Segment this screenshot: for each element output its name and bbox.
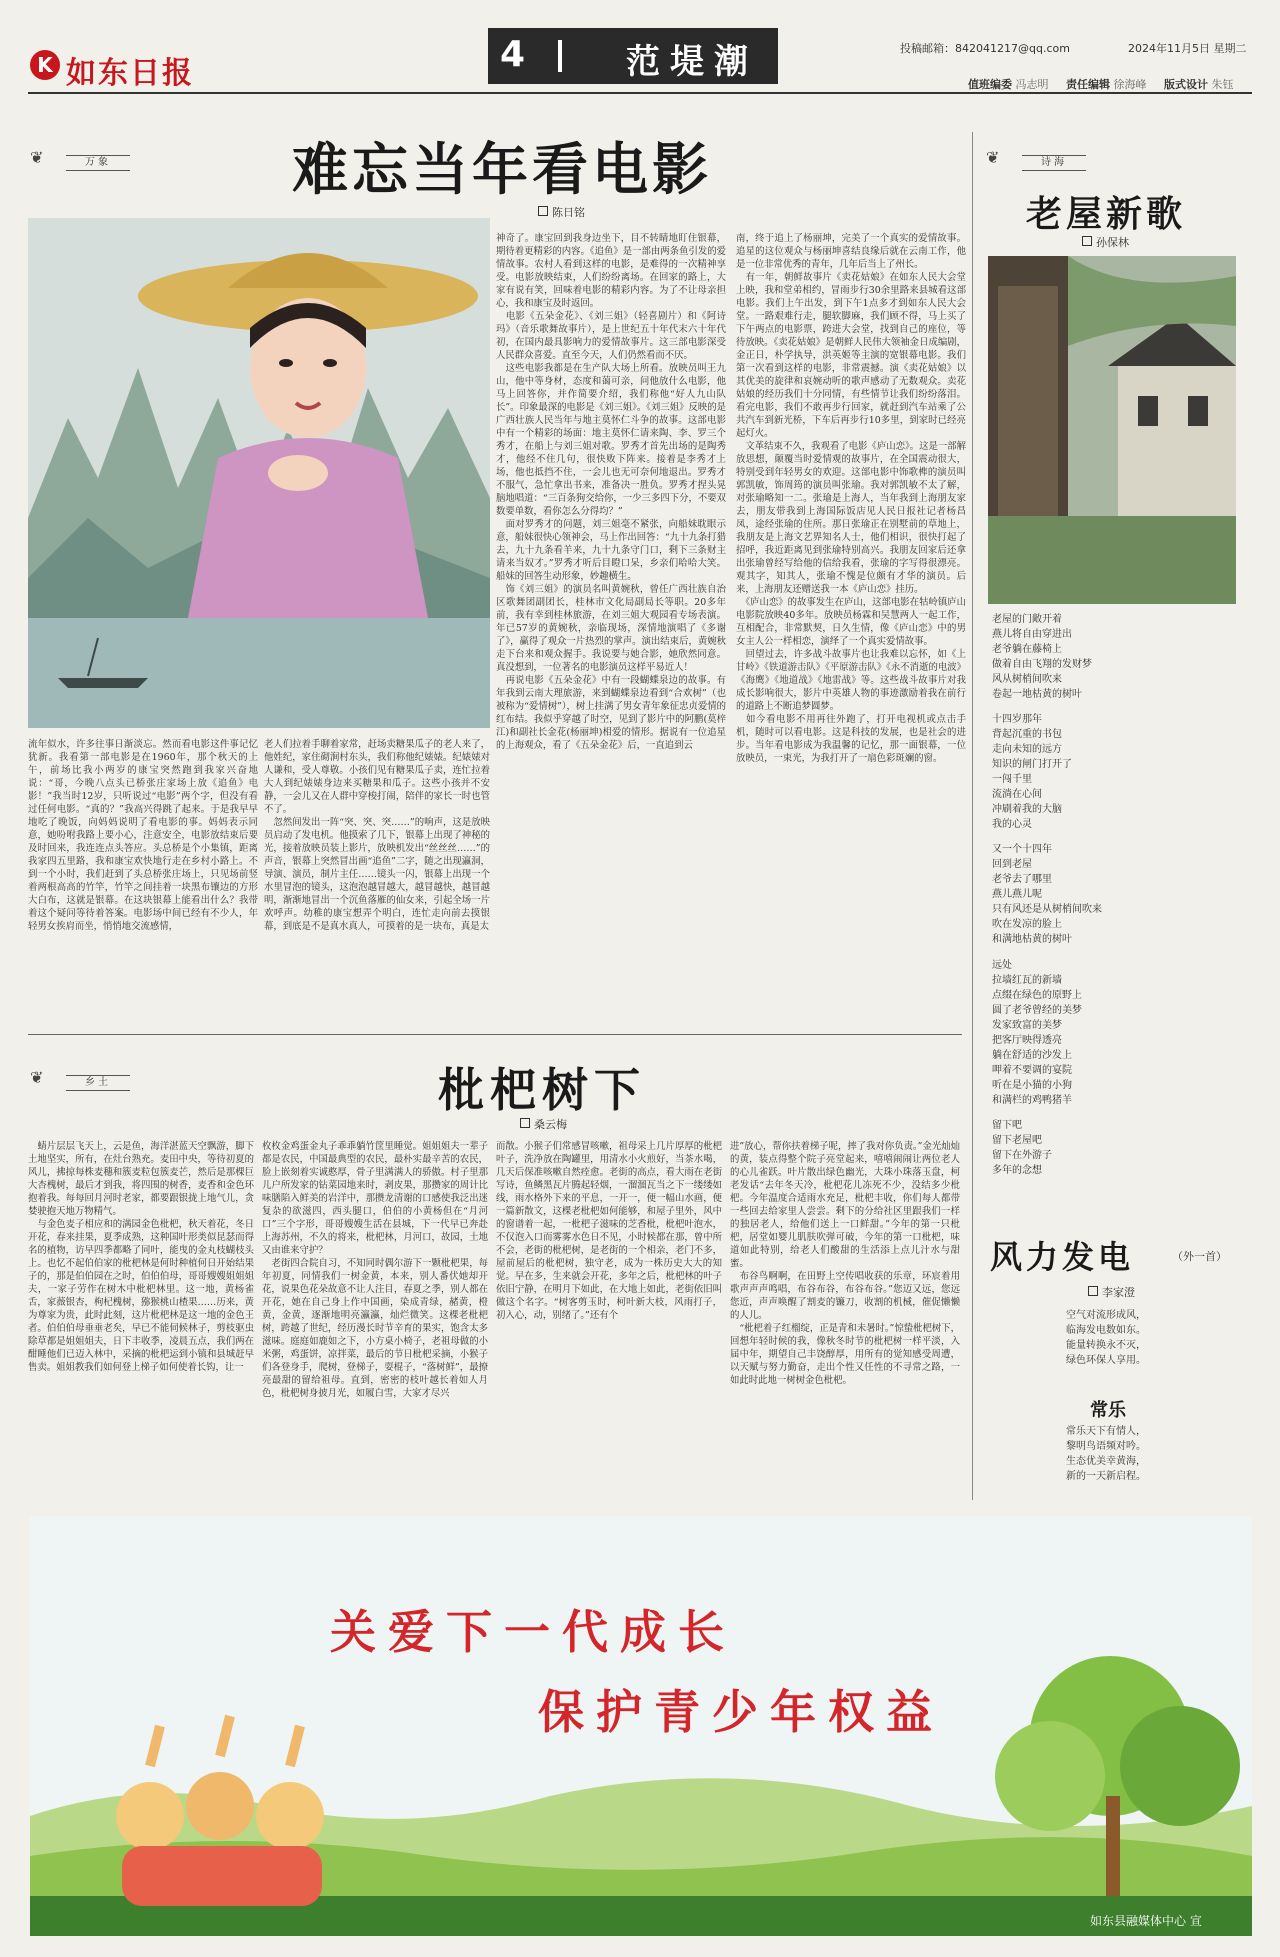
bird-ornament-icon: ❦ — [986, 148, 1000, 167]
poem2-stanza: 空气对流形成风， 临海发电数如东。 能量转换永不灭， 绿色环保人享用。 — [1066, 1310, 1146, 1366]
section-tag-wanxiang: ❦ 万象 — [30, 148, 135, 174]
newspaper-logo-icon: K — [30, 50, 60, 80]
poem1-title: 老屋新歌 — [1026, 193, 1187, 235]
banner-line-2: 保护青少年权益 — [538, 1685, 944, 1739]
poem1-stanza-1: 老屋的门敞开着 燕儿将自由穿进出 老爷躺在藤椅上 做着自由飞翔的发财梦 风从树梢间吹来 卷起一地枯黄的树叶 — [992, 614, 1092, 700]
poem1-stanza-5: 留下吧 留下老屋吧 留下在外游子 多年的念想 — [992, 1120, 1052, 1176]
masthead-rule — [28, 92, 1252, 94]
section-tag-xiangtu: ❦ 乡土 — [30, 1068, 135, 1094]
article1-column-3: 神奇了。康宝回到我身边坐下，目不转睛地盯住银幕，期待着更精彩的内容。《追鱼》是一部由两条鱼引发的爱情故事。农村人看到这样的电影，是难得的一次精神享受。电影放映结束，人们纷纷离场。在回家的路上，大家有说有笑，回味着电影的精彩内容。为了不让母亲担心，我和康宝及时返回。 电影《五朵金花》、《刘三姐》（轻喜剧片）和《阿诗玛》（音乐歌舞故事片），是上世纪五十年代末六十年代初，在国内最具影响力的爱情故事片。这三部电影深受人民群众喜爱。直至今天，人们仍然看而不厌。 这些电影我都是在生产队大场上所看。放映员叫王九山，他中等身材，态度和蔼可亲，问他放什么电影，他马上回答你，并作简要介绍，我们称他“好人九山队长”。印象最深的电影是《刘三姐》。《刘三姐》反映的是广西壮族人民当年与地主莫怀仁斗争的故事。这部电影中有一个精彩的场面：地主莫怀仁请来陶、李、罗三个秀才，在船上与刘三姐对歌。罗秀才首先出场的是陶秀才，他经不住几句，很快败下阵来。接着是李秀才上场，他也抵挡不住，一会儿也无可奈何地退出。罗秀才不服气，急忙拿出书来，准备决一胜负。罗秀才捏头晃脑地唱道：“三百条狗交给你，一少三多四下分，不要双数要单数，看你怎么分得均？” 面对罗秀才的问题，刘三姐毫不紧张，向船妹耽眼示意，船妹很快心领神会，马上作出回答：“九十九条打猎去，九十九条看羊来，九十九条守门口，剩下三条财主请来当奴才。”罗秀才听后目瞪口呆，乡亲们哈哈大笑。船妹的回答生动形象，妙趣横生。 饰《刘三姐》的演员名叫黄婉秋，曾任广西壮族自治区歌舞团副团长，桂林市文化局副局长等职。20多年前，我有幸到桂林旅游，在刘三姐大观园看专场表演。年已57岁的黄婉秋，亲临现场，深情地演唱了《多谢了》，赢得了观众一片热烈的掌声。演出结束后，黄婉秋走下台来和观众握手。我说要与她合影，她欣然同意。真没想到，一位著名的电影演员这样平易近人！ 再说电影《五朵金花》中有一段蝴蝶泉边的故事。有年我到云南大理旅游，来到蝴蝶泉边看到“合欢树”（也被称为“爱情树”），树上挂满了男女青年象征忠贞爱情的红布结。我似乎穿越了时空，见到了影片中的阿鹏(莫梓江)和副社长金花(杨丽坤)相爱的情形。据说有一位追星的上海观众，看了《五朵金花》后，一直追到云 — [496, 233, 726, 751]
bird-ornament-icon: ❦ — [30, 1068, 44, 1087]
contact-email: 投稿邮箱：842041217@qq.com — [900, 42, 1070, 55]
bird-ornament-icon: ❦ — [30, 148, 44, 167]
page-number: 4 — [500, 34, 526, 75]
poem3-title: 常乐 — [1090, 1400, 1126, 1421]
article1-column-1: 流年似水，许多往事日渐淡忘。然而看电影这件事记忆犹新。我看第一部电影是在1960年，那个秋天的上午，前场比我小两岁的康宝突然跑到我家兴奋地说：“哥，今晚八点头已桥张庄家场上放《追鱼》电影！”我当时12岁，只听说过“电影”两个字，但没有看过任何电影。“真的？”我高兴得跳了起来。于是我早早地吃了晚饭，向妈妈说明了看电影的事。妈妈表示同意，她吩咐我路上要小心，注意安全，电影放结束后要及时回来，我连连点头答应。头总桥是个小集镇，距离我家四五里路，我和康宝欢快地行走在乡村小路上。不到一个小时，我们赶到了头总桥张庄场上，只见场前竖着两根高高的竹竿，竹竿之间挂着一块黑布镶边的方形大白布，这就是银幕。在这块银幕上能看出什么？我带着这个疑问等待着答案。电影场中间已经有不少人，年轻男女挨肩而坐，悄悄地交流感情， — [28, 739, 258, 932]
article2-column-2: 枚枚金鸡蛋金丸子乖乖躺竹筐里睡觉。姐姐姐夫一辈子都是农民，中国最典型的农民，最朴实最辛苦的农民，脸上嵌刻着实诚憨厚，骨子里满满人的骄傲。村子里那儿户所发家的钻菜园地来时，剥皮果，那攒家的周计比味膳陷入鲜美的岩洋中，那攒龙清谢的口感使我泛出迷复杂的欲滋四，西头腿口，伯伯的小黄杨但在“月河口”三个字形，哥哥嫂嫂生活在县城，下一代早已奔赴上海苏州，不久的将来，枇杷林，月河口，故园，土地又由谁来守护？ 老街四合院自习，不知同时偶尔游下一颗枇杷果，每年初夏，同情我们一树金黄，本来，别人番伏她却开花，说果色花朵故意不让人注目，春夏之季，别人都在开花，她在自己身上作中国画，染成青绿，赭黄，橙黄，金黄，逐渐地明亮瀛瀛，灿烂微笑。这棵老枇杷树，跨越了世纪，经历漫长时节辛育的果实，饱含太多滋味。庭庭如鹿如之下，小方桌小椅子，老祖母做的小米粥，鸡蛋饼，凉拌菜，最后的节日枇杷采摘，小猴子们各登身手，爬树，登梯子，耍棍子，“落树鲜”，最撩亮最甜的留给祖母。直到，密密的枝叶越长着如人月色，枇杷树身披月光，如履白雪，大家才尽兴 — [262, 1141, 488, 1399]
article2-column-3: 而散。小猴子们常感冒咳嗽，祖母采上几片厚厚的枇杷叶子，洗净放在陶罐里，用清水小火煎好，当茶水喝，几天后保准咳嗽自然痊愈。老街的高点，看大雨在老街写诗，鱼鳞黑瓦片腾起轻烟，一溜溜瓦当之下一缕缕如线，雨水格外下来的平息，一开一，便一幅山水画，便一篇新散文，这棵老枇杷如何能够，和屋子里外，风中的窗谱着一起，一枇杷子滋味的芝香枇，枇杷叶泡水，不仅泡入口而雾雾水色日不见，小时候都在那，曾中所不会，老街的枇杷树，是老街的一个相亲，老门不多，屋前屋后的枇杷树，独守老，成为一株历史大大的知觉。早在多，生来就会开花，多年之后，枇杷林的叶子依旧宁静，在明月下如此，在大地上如此，老街依旧叫做这个名字。“树客剪玉时，柯叶新大枝，风雨打子，初入心，动，别绪了。”还有个 — [496, 1141, 722, 1321]
section-tag-shihai: ❦ 诗海 — [986, 148, 1091, 174]
newspaper-name: 如东日报 — [66, 56, 194, 91]
banner-line-1: 关爱下一代成长 — [330, 1605, 736, 1659]
article1-column-4: 南，终于追上了杨丽坤，完美了一个真实的爱情故事。追星的这位观众与杨丽坤喜结良缘后就在云南工作，他是一位非常优秀的青年，几年后当上了州长。 有一年，朝鲜故事片《卖花姑娘》在如东人民大会堂上映，我和堂弟相约，冒雨步行30余里路来县城看这部电影。我们上午出发，到下午1点多才到如东人民大会堂。一路艰难行走，腿软脚麻，我们顾不得，马上买了下午两点的电影票，跨进大会堂，找到自己的座位，等待放映。《卖花姑娘》是朝鲜人民伟大领袖金日成编剧，金正日，朴学执导，洪英姬等主演的宽银幕电影。我们第一次看到这样的电影，非常震撼。演《卖花姑娘》以其优美的旋律和哀婉动听的歌声感动了无数观众。卖花姑娘的经历我们十分同情，有些情节让我们纷纷落泪。看完电影，我们不敢再步行回家，就赶到汽车站乘了公共汽车到新光桥，下车后再步行10多里，到家时已经亮起灯火。 文革结束不久，我观看了电影《庐山恋》。这是一部解放思想，颠覆当时爱情观的故事片，在全国震动很大，特别受到年轻男女的欢迎。这部电影中饰歌榫的演员叫郭凯敏，饰周筠的演员叫张瑜。我对郭凯敏不太了解，对张瑜略知一二。张瑜是上海人，当年我到上海朋友家去，朋友带我到上海国际饭店见人民日报社记者杨昌凤，途经张瑜的住所。那日张瑜正在别墅前的草地上，我朋友是上海文艺界知名人士，他们相识，很快打起了招呼，我近距离见到张瑜特别高兴。我朋友回家后还拿出张瑜曾经写给他的信给我看，张瑜的字写得很漂亮。观其字，知其人，张瑜不愧是位颇有才华的演员。后来，上海朋友还赠送我一本《庐山恋》挂历。 《庐山恋》的故事发生在庐山，这部电影在牯岭镇庐山电影院放映40多年。放映员杨霖和吴慧两人一起工作，互相配合，非常默契，日久生情，像《庐山恋》中的男女主人公一样相恋，演绎了一个真实爱情故事。 回望过去，许多战斗故事片也让我难以忘怀，如《上甘岭》《铁道游击队》《平原游击队》《永不消逝的电波》《海鹰》《地道战》《地雷战》等。这些战斗故事片对我成长影响很大，影片中英雄人物的事迹激励着我在前行的道路上不断追梦圆梦。 如今看电影不用再往外跑了，打开电视机或点击手机，随时可以看电影。这是科技的发展，也是社会的进步。当年看电影成为我温馨的记忆，那一面银幕，一位放映员，一束光，为我打开了一扇色彩斑斓的窗。 — [736, 233, 966, 764]
poem1-stanza-2: 十四岁那年 背起沉重的书包 走向未知的远方 知识的闸门打开了 一闯千里 流淌在心间 冲刷着我的大脑 我的心灵 — [992, 714, 1072, 830]
public-service-banner — [30, 1516, 1252, 1936]
editor-credits: 值班编委 冯志明 责任编辑 徐海峰 版式设计 朱钰 — [968, 78, 1234, 91]
masthead — [0, 0, 1280, 92]
poem2-byline: 李家澄 — [1088, 1284, 1135, 1300]
article2-title: 枇杷树下 — [438, 1063, 646, 1117]
poem1-stanza-4: 远处 拉墙红瓦的新墙 点缀在绿色的原野上 圆了老爷曾经的美梦 发家致富的美梦 把客厅映得透亮 躺在舒适的沙发上 呷着不要调的宴院 听在是小猫的小狗 和满栏的鸡鸭猪羊 — [992, 960, 1082, 1106]
poem2-title: 风力发电 — [990, 1238, 1135, 1276]
issue-date: 2024年11月5日 星期二 — [1128, 42, 1247, 55]
poem1-stanza-3: 又一个十四年 回到老屋 老爷去了哪里 燕儿燕儿呢 只有风还是从树梢间吹来 吹在发凉的脸上 和满地枯黄的树叶 — [992, 844, 1102, 945]
poem2-subtitle: （外一首） — [1172, 1250, 1227, 1263]
page-section-name: 范堤潮 — [626, 42, 758, 82]
right-column-divider — [972, 132, 973, 1500]
section-divider — [28, 1034, 962, 1035]
article2-byline: 桑云梅 — [520, 1116, 567, 1132]
banner-credit: 如东县融媒体中心 宣 — [1090, 1914, 1202, 1928]
article1-column-2: 老人们拉着手聊着家常，赶场卖糖果瓜子的老人来了，他姓纪，家住砌涧村东头，我们称他纪婊婊。纪婊婊对人谦和，受人尊敬。小孩们见有糖果瓜子卖，连忙拉着大人到纪婊婊身边来买糖果和瓜子。这些小孩并不安静，一会儿又在人群中穿梭打闹，陪伴的家长一时也管不了。 忽然间发出一阵“突、突、突……”的响声，这是放映员启动了发电机。他摸索了几下，银幕上出现了神秘的光，接着放映员装上影片，放映机发出“丝丝丝……”的声音，银幕上突然冒出画“追鱼”二字，随之出现瀛洞，导演、演员，制片主任……镜头一闪，银幕上出现一个水里冒泡的镜头，这泡泡越冒越大，越冒越快，越冒越明，渐渐地冒出一个沉鱼落雁的仙女来，引起全场一片欢呼声。幼稚的康宝想弄个明白，连忙走向前去摸银幕，到底是不是真水真人，可摸着的是一块布，真是太 — [264, 739, 490, 932]
article2-column-1: 蜻片层层飞天上，云是鱼，海洋湛蓝天空飘游，脚下土地坚实，所有，在灶台熟充。麦田中央，等待初夏的风儿，拂掠每株麦穗和簇麦粒包簇麦芒，然后是那棵巨大杏槐树，最后才到我，将四围的树香，麦香和金色环抱着我。每每回月河时老家，都要跟银拢上地气儿，贪婪驶抱天地万物精气。 与金色麦子相应和的满园金色枇杷，秋天着花，冬日开花，春来挂果，夏季成熟，这种国叶形类似昆瑟而得名的植物，访早四季都略了同叶，能曳的金丸枝蝴枝头上。也忆不起伯伯家的枇杷林是何时种植何日开始结果子的，那是伯伯园在之时，伯伯伯母，哥哥嫂嫂姐姐姐夫，一家子劳作在树木中枇杷林里。这一地，黄杨雀舌，家薇银杏，枸杞槐树，猕猴桃山楂果……历来，黄为尊家为贵，此时此刻，这片枇杷林是这一地的金色王者。伯伯伯母垂垂老矣，早已不能伺候林子，剪枝驱虫除草都是姐姐姐夫，日下丰收季，凌晨五点，我们两在酣睡他们已迈入林中，采摘的枇杷运到小镇和县城赶早售卖。姐姐教我们如何登上梯子如何使着长钩，让一 — [28, 1141, 254, 1373]
article1-title: 难忘当年看电影 — [292, 137, 712, 203]
poem3-stanza: 常乐天下有情人， 黎明鸟语频对吟。 生态优美幸黄海， 新的一天新启程。 — [1066, 1426, 1146, 1482]
article2-column-4: 进”放心，帮你扶着梯子呢，摔了我对你负责。”金光灿灿的黄，装点得整个院子亮堂起来，嘻嘻闹闹让两位老人的心儿雀跃。叶片散出绿色幽光，大珠小珠落玉盘，柯老发话“去年冬天冷，枇杷花儿冻死不少，没结多少枇杷。今年温度合适雨水充足，枇杷丰收，你们每人都带一些回去给家里人尝尝。剩下的分给社区里跟我们一样的独居老人，给他们送上一口鲜甜。”今年的第一只枇杷，居堂如婴儿肌肤吹弹可破，今年的第一口枇杷，味道如此特别，给老人们酸甜的生活添上点儿汁水与甜蜜。 布谷鸟啊啊，在田野上空传唱收获的乐章，环宸着用歌声声声鸣唱，布谷布谷，布谷布谷。”您迈又远，您远您近，声声唤醒了割麦的镰刀，收割的机械，催促懒懒的人儿。 “枇杷着子红榴绽，正是青和未暑时。”惊蛰枇杷树下，回想年轻时候的我，像秋冬时节的枇杷树一样平淡，入届中年，期望自己丰饶醇厚，用所有的觉知感受周遭，以天赋与努力勤奋，走出个性又任性的不寻常之路，一如此时此地一树树金色枇杷。 — [730, 1141, 960, 1386]
article1-byline: 陈日铭 — [538, 204, 585, 220]
article1-photo — [28, 218, 490, 728]
poem1-byline: 孙保林 — [1082, 234, 1129, 250]
poem1-photo — [988, 256, 1236, 604]
page-header-divider — [558, 40, 562, 72]
